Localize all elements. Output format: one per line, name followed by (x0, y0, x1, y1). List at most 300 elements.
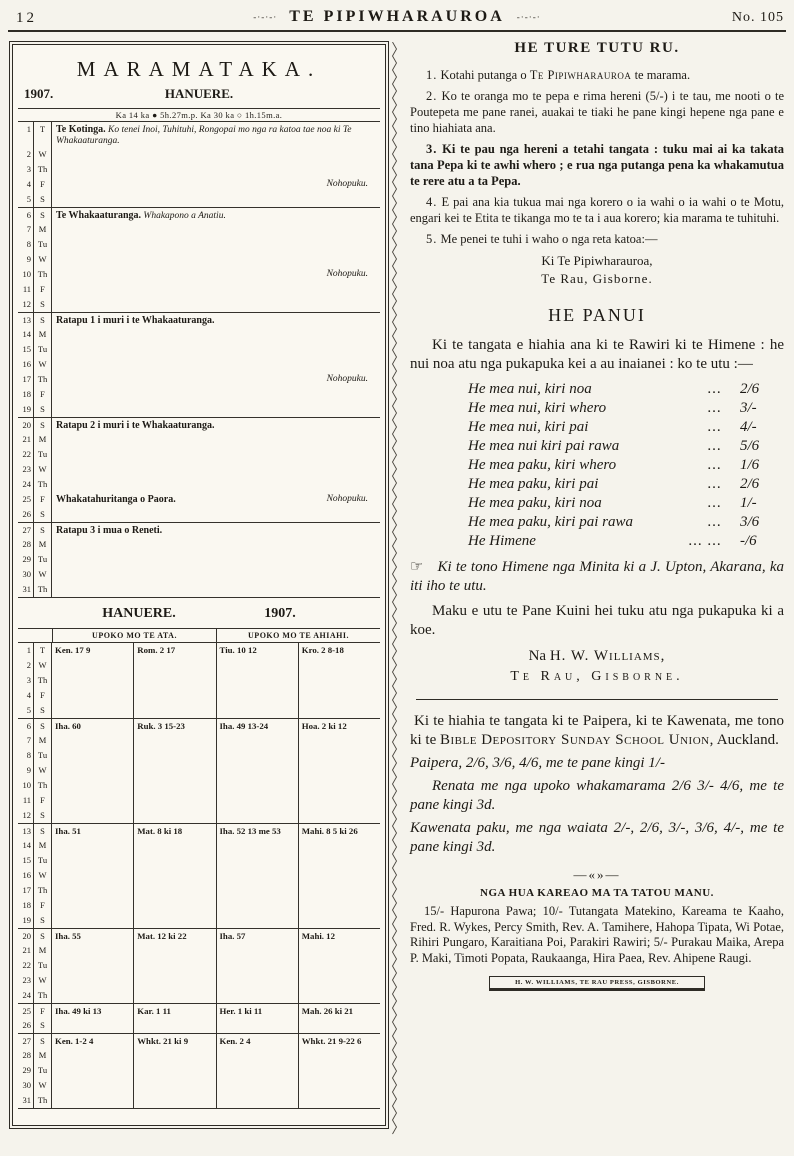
calendar-entry (52, 208, 380, 222)
day-number: 7 (18, 222, 34, 237)
calendar-row (18, 372, 380, 387)
day-number: 1 (18, 122, 34, 147)
morning-lesson-1 (52, 808, 134, 823)
weekday-letter: M (34, 1048, 52, 1063)
evening-lesson-2 (299, 763, 380, 778)
morning-lesson-1 (52, 748, 134, 763)
signature-line (410, 648, 784, 665)
weekday-letter: W (34, 462, 52, 477)
weekday-letter: S (34, 929, 52, 943)
day-number: 5 (18, 192, 34, 207)
evening-lesson-1 (217, 988, 299, 1003)
morning-lesson-1 (52, 853, 134, 868)
weekday-letter: W (34, 973, 52, 988)
day-number: 15 (18, 853, 34, 868)
morning-lesson-2 (134, 658, 216, 673)
evening-lesson-2 (299, 838, 380, 853)
address-line-2: Te Rau, Gisborne. (541, 271, 653, 286)
entry-description: Ko tenei Inoi, Tuhituhi, Rongopai mo nga ra katoa tae noa ki Te Whakaaturanga. (56, 125, 352, 146)
weekday-letter: M (34, 943, 52, 958)
weekday-letter: Th (34, 883, 52, 898)
right-column (392, 34, 786, 1126)
morning-lesson-1 (52, 898, 134, 913)
calendar-entry (52, 327, 380, 342)
calendar-entry (52, 537, 380, 552)
almanac-box (12, 44, 386, 1126)
weekday-letter: M (34, 733, 52, 748)
calendar-entry (52, 462, 380, 477)
depository-text-post: Auckland. (713, 732, 779, 748)
weekday-letter: S (34, 824, 52, 838)
morning-lesson-1 (52, 658, 134, 673)
calendar-row (18, 462, 380, 477)
rule-text-post: te marama. (631, 68, 691, 82)
evening-lesson-1 (217, 883, 299, 898)
evening-lesson-2 (299, 703, 380, 718)
day-number: 26 (18, 507, 34, 522)
day-number: 4 (18, 688, 34, 703)
calendar-row (18, 402, 380, 417)
lectionary-row (18, 1093, 380, 1108)
day-number: 1 (18, 643, 34, 658)
morning-lesson-1 (52, 988, 134, 1003)
lectionary-row (18, 718, 380, 733)
day-number: 25 (18, 1004, 34, 1018)
morning-lesson-2 (134, 1018, 216, 1033)
donations-section (410, 887, 784, 966)
weekday-letter: F (34, 1004, 52, 1018)
evening-lesson-1: Iha. 52 13 me 53 (217, 824, 299, 838)
calendar-row (18, 387, 380, 402)
entry-title: Ratapu 1 i muri i te Whakaaturanga. (56, 315, 215, 326)
evening-lesson-2 (299, 793, 380, 808)
price-item: He mea paku, kiri noa (468, 495, 602, 511)
calendar-row (18, 282, 380, 297)
evening-lesson-1 (217, 973, 299, 988)
morning-lesson-2 (134, 703, 216, 718)
evening-lesson-1 (217, 1048, 299, 1063)
weekday-letter: S (34, 418, 52, 432)
weekday-letter: S (34, 208, 52, 222)
lectionary-title-line (18, 598, 380, 628)
weekday-letter: Tu (34, 552, 52, 567)
lectionary-header-spacer (18, 629, 53, 642)
price-item: He mea paku, kiri pai rawa (468, 514, 633, 530)
day-number: 13 (18, 824, 34, 838)
morning-lesson-2 (134, 778, 216, 793)
rule-text: Ko te oranga mo te pepa e rima hereni (5/-) i te tau, me nooti o te Poutepeta me pane ranei, auakai te tiaki he pane kingi hepene nga pane e tino hiahiata ana. (410, 89, 785, 135)
calendar-row (18, 342, 380, 357)
evening-lesson-2 (299, 868, 380, 883)
morning-lesson-2 (134, 748, 216, 763)
calendar-entry (52, 447, 380, 462)
calendar-row (18, 162, 380, 177)
day-number: 18 (18, 387, 34, 402)
weekday-letter: S (34, 402, 52, 417)
price-item: He mea paku, kiri pai (468, 476, 599, 492)
morning-lesson-2 (134, 853, 216, 868)
day-number: 11 (18, 793, 34, 808)
evening-lesson-2 (299, 1093, 380, 1108)
morning-lesson-1 (52, 958, 134, 973)
day-number: 27 (18, 523, 34, 537)
day-number: 29 (18, 552, 34, 567)
morning-lesson-2 (134, 958, 216, 973)
price-value: 1/6 (740, 457, 760, 473)
evening-lesson-1 (217, 1078, 299, 1093)
lectionary-row (18, 823, 380, 838)
weekday-letter: S (34, 913, 52, 928)
weekday-letter: W (34, 763, 52, 778)
signature-place: Te Rau, Gisborne. (510, 669, 684, 684)
lectionary-row (18, 673, 380, 688)
calendar-row (18, 567, 380, 582)
morning-lesson-1 (52, 838, 134, 853)
lectionary-row (18, 853, 380, 868)
lectionary-row (18, 898, 380, 913)
page-header (8, 6, 786, 32)
panui-heading: HE PANUI (548, 305, 646, 325)
evening-lesson-2 (299, 883, 380, 898)
morning-lesson-2 (134, 793, 216, 808)
evening-lesson-2 (299, 808, 380, 823)
fasting-note: Nohopuku. (326, 179, 368, 189)
price-item: He mea nui, kiri whero (468, 400, 607, 416)
calendar-row (18, 252, 380, 267)
price-value: 1/- (740, 495, 757, 511)
morning-lesson-2 (134, 913, 216, 928)
lectionary-row (18, 1018, 380, 1033)
calendar-entry (52, 122, 380, 147)
weekday-letter: Tu (34, 237, 52, 252)
lectionary-row (18, 1003, 380, 1018)
calendar-year: 1907. (24, 86, 54, 101)
morning-lesson-2 (134, 1048, 216, 1063)
calendar-row (18, 507, 380, 522)
calendar-entry (52, 147, 380, 162)
day-number: 22 (18, 447, 34, 462)
calendar-row (18, 357, 380, 372)
maramataka-title: MARAMATAKA. (76, 57, 322, 81)
day-number: 28 (18, 1048, 34, 1063)
calendar-month: HANUERE. (164, 86, 234, 101)
evening-lesson-1: Tiu. 10 12 (217, 643, 299, 658)
calendar-entry (52, 313, 380, 327)
price-dots: ... ... (688, 533, 722, 549)
price-row (468, 456, 774, 475)
panui-section (410, 305, 784, 685)
weekday-letter: Th (34, 582, 52, 597)
calendar-row (18, 192, 380, 207)
day-number: 24 (18, 988, 34, 1003)
day-number: 9 (18, 252, 34, 267)
day-number: 9 (18, 763, 34, 778)
weekday-letter: W (34, 252, 52, 267)
day-number: 17 (18, 883, 34, 898)
day-number: 16 (18, 357, 34, 372)
signature-prefix: Na (528, 648, 547, 664)
price-item: He Himene (468, 533, 536, 549)
minita-note-text: Ki te tono Himene nga Minita ki a J. Upton, Akarana, ka iti iho te utu. (410, 559, 784, 594)
calendar-entry (52, 177, 380, 192)
price-dots: ... (707, 419, 722, 435)
panui-intro: Ki te tangata e hiahia ana ki te Rawiri ki te Himene : he nui noa atu nga pukapuka kei a au inaianei : ko te utu :— (410, 337, 784, 372)
lectionary-row (18, 688, 380, 703)
calendar-row (18, 492, 380, 507)
printer-imprint: H. W. WILLIAMS, TE RAU PRESS, GISBORNE. (489, 976, 705, 991)
morning-lesson-1 (52, 1018, 134, 1033)
calendar-entry (52, 507, 380, 522)
price-list (468, 380, 774, 551)
lectionary-row (18, 838, 380, 853)
calendar-row (18, 477, 380, 492)
evening-lesson-2 (299, 943, 380, 958)
entry-title: Whakatahuritanga o Paora. (56, 494, 176, 505)
price-value: 3/- (740, 400, 757, 416)
masthead-title: TE PIPIWHARAUROA (289, 8, 505, 26)
day-number: 7 (18, 733, 34, 748)
weekday-letter: W (34, 567, 52, 582)
morning-lesson-2: Rom. 2 17 (134, 643, 216, 658)
evening-lesson-2: Hoa. 2 ki 12 (301, 721, 347, 731)
calendar-row (18, 207, 380, 222)
evening-lesson-2 (299, 733, 380, 748)
pointing-hand-icon: ☞ (410, 557, 424, 575)
rule-text: E pai ana kia tukua mai nga korero o ia wahi o ia wahi o te Motu, engari kei te Etita te tikanga mo te ta i aua korero; kia marama te tuhituhi. (410, 195, 784, 225)
masthead-flourish-left: -·-·-· (253, 12, 278, 23)
weekday-letter: F (34, 898, 52, 913)
weekday-letter: F (34, 492, 52, 507)
day-number: 25 (18, 492, 34, 507)
price-dots: ... (707, 514, 722, 530)
day-number: 12 (18, 808, 34, 823)
calendar-row (18, 177, 380, 192)
day-number: 4 (18, 177, 34, 192)
evening-lesson-2 (299, 958, 380, 973)
lectionary-table (18, 643, 380, 1109)
day-number: 31 (18, 1093, 34, 1108)
evening-lesson-1 (217, 1063, 299, 1078)
depository-section (410, 712, 784, 857)
calendar-entry (52, 252, 380, 267)
morning-lesson-1: Iha. 49 ki 13 (52, 1004, 134, 1018)
calendar-row (18, 312, 380, 327)
weekday-letter: F (34, 177, 52, 192)
day-number: 14 (18, 327, 34, 342)
evening-lesson-2 (299, 688, 380, 703)
day-number: 3 (18, 162, 34, 177)
masthead-flourish-right: -·-·-· (516, 12, 541, 23)
morning-lesson-1 (52, 1093, 134, 1108)
day-number: 11 (18, 282, 34, 297)
weekday-letter: Tu (34, 1063, 52, 1078)
calendar-entry (52, 357, 380, 372)
morning-lesson-2 (134, 673, 216, 688)
column-separator-zigzag (391, 42, 399, 1138)
price-row (468, 513, 774, 532)
morning-lesson-1 (52, 733, 134, 748)
morning-lesson-1: Ken. 17 9 (52, 643, 134, 658)
price-row (468, 532, 774, 551)
evening-lesson-2: Whkt. 21 9-22 6 (301, 1036, 362, 1046)
weekday-letter: Th (34, 372, 52, 387)
evening-lesson-1 (217, 943, 299, 958)
day-number: 20 (18, 418, 34, 432)
day-number: 27 (18, 1034, 34, 1048)
morning-lesson-1 (52, 703, 134, 718)
evening-lesson-2 (299, 973, 380, 988)
weekday-letter: Tu (34, 748, 52, 763)
price-value: 4/- (740, 419, 757, 435)
morning-lesson-1 (52, 1078, 134, 1093)
evening-lesson-2 (299, 1048, 380, 1063)
section-divider (416, 699, 778, 700)
weekday-letter: M (34, 838, 52, 853)
morning-lesson-1 (52, 688, 134, 703)
evening-lesson-2 (299, 913, 380, 928)
calendar-row (18, 582, 380, 597)
rule-number: 2. (426, 89, 438, 103)
price-row (468, 437, 774, 456)
day-number: 28 (18, 537, 34, 552)
calendar-entry (52, 387, 380, 402)
lectionary-row (18, 763, 380, 778)
day-number: 5 (18, 703, 34, 718)
evening-lesson-1: Iha. 49 13-24 (217, 719, 299, 733)
day-number: 6 (18, 208, 34, 222)
entry-title: Te Whakaaturanga. (56, 210, 142, 221)
address-line-1: Ki Te Pipiwharauroa, (541, 253, 653, 268)
lectionary-row (18, 658, 380, 673)
lectionary-row (18, 643, 380, 658)
day-number: 15 (18, 342, 34, 357)
weekday-letter: S (34, 1018, 52, 1033)
day-number: 21 (18, 432, 34, 447)
morning-lesson-2 (134, 898, 216, 913)
calendar-entry (52, 492, 380, 507)
morning-lesson-2 (134, 733, 216, 748)
rule-item (410, 141, 784, 189)
morning-lesson-1 (52, 778, 134, 793)
day-number: 30 (18, 567, 34, 582)
price-row (468, 475, 774, 494)
day-number: 8 (18, 237, 34, 252)
day-number: 26 (18, 1018, 34, 1033)
postage-note: Maku e utu te Pane Kuini hei tuku atu nga pukapuka ki a koe. (410, 603, 784, 638)
calendar-row (18, 447, 380, 462)
calendar-entry (52, 418, 380, 432)
calendar-row (18, 297, 380, 312)
left-column (8, 34, 392, 1126)
rule-text: Kotahi putanga o (440, 68, 530, 82)
weekday-letter: S (34, 507, 52, 522)
morning-lesson-2 (134, 688, 216, 703)
evening-lesson-1: Iha. 57 (217, 929, 299, 943)
morning-lesson-2 (134, 1078, 216, 1093)
morning-lesson-2 (134, 988, 216, 1003)
price-row (468, 380, 774, 399)
day-number: 13 (18, 313, 34, 327)
evening-lesson-1 (217, 838, 299, 853)
evening-lesson-1 (217, 808, 299, 823)
evening-lesson-2 (299, 748, 380, 763)
lectionary-row (18, 1033, 380, 1048)
morning-lesson-2 (134, 808, 216, 823)
evening-lesson-1: Her. 1 ki 11 (217, 1004, 299, 1018)
weekday-letter: T (34, 643, 52, 658)
weekday-letter: S (34, 192, 52, 207)
weekday-letter: Th (34, 162, 52, 177)
evening-lesson-1: Ken. 2 4 (217, 1034, 299, 1048)
morning-lesson-1: Iha. 51 (52, 824, 134, 838)
weekday-letter: Th (34, 673, 52, 688)
calendar-row (18, 432, 380, 447)
lectionary-row (18, 793, 380, 808)
evening-lesson-1 (217, 898, 299, 913)
price-dots: ... (707, 476, 722, 492)
calendar-entry (52, 402, 380, 417)
day-number: 10 (18, 267, 34, 282)
lectionary-month: HANUERE. (102, 606, 176, 621)
lectionary-row (18, 868, 380, 883)
price-dots: ... (707, 495, 722, 511)
morning-lesson-1 (52, 763, 134, 778)
calendar-row (18, 222, 380, 237)
price-item: He mea paku, kiri whero (468, 457, 617, 473)
price-dots: ... (707, 438, 722, 454)
evening-lesson-1 (217, 673, 299, 688)
weekday-letter: S (34, 523, 52, 537)
morning-lesson-1 (52, 673, 134, 688)
rule-item (410, 88, 784, 136)
entry-description: Whakapono a Anatiu. (143, 211, 226, 221)
evening-lesson-1 (217, 658, 299, 673)
calendar-entry (52, 267, 380, 282)
evening-lesson-1 (217, 703, 299, 718)
price-dots: ... (707, 381, 722, 397)
price-value: 2/6 (740, 476, 760, 492)
lectionary-row (18, 748, 380, 763)
evening-lesson-2 (299, 988, 380, 1003)
evening-lesson-1 (217, 763, 299, 778)
weekday-letter: Th (34, 267, 52, 282)
day-number: 18 (18, 898, 34, 913)
calendar-row (18, 552, 380, 567)
depository-text-pre: Ki te hiahia te tangata ki te Paipera, ki te Kawenata, me tono ki te (410, 713, 784, 748)
fasting-note: Nohopuku. (326, 374, 368, 384)
morning-lesson-2 (134, 763, 216, 778)
calendar-entry (52, 523, 380, 537)
weekday-letter: Th (34, 778, 52, 793)
rules-heading: HE TURE TUTU RU. (514, 40, 680, 56)
price-value: 5/6 (740, 438, 760, 454)
price-item: He mea nui, kiri noa (468, 381, 592, 397)
lectionary-row (18, 1078, 380, 1093)
evening-lesson-1 (217, 793, 299, 808)
evening-lesson-2 (299, 658, 380, 673)
moon-phase-line: Ka 14 ka ● 5h.27m.p. Ka 30 ka ○ 1h.15m.a. (18, 108, 380, 122)
lectionary-row (18, 703, 380, 718)
lectionary-row (18, 1063, 380, 1078)
minita-note (410, 557, 784, 596)
lectionary-row (18, 973, 380, 988)
fasting-note: Nohopuku. (326, 494, 368, 504)
day-number: 10 (18, 778, 34, 793)
price-dots: ... (707, 457, 722, 473)
weekday-letter: Th (34, 1093, 52, 1108)
evening-lesson-1 (217, 868, 299, 883)
rule-text-smallcaps: Te Pipiwharauroa (529, 68, 632, 82)
